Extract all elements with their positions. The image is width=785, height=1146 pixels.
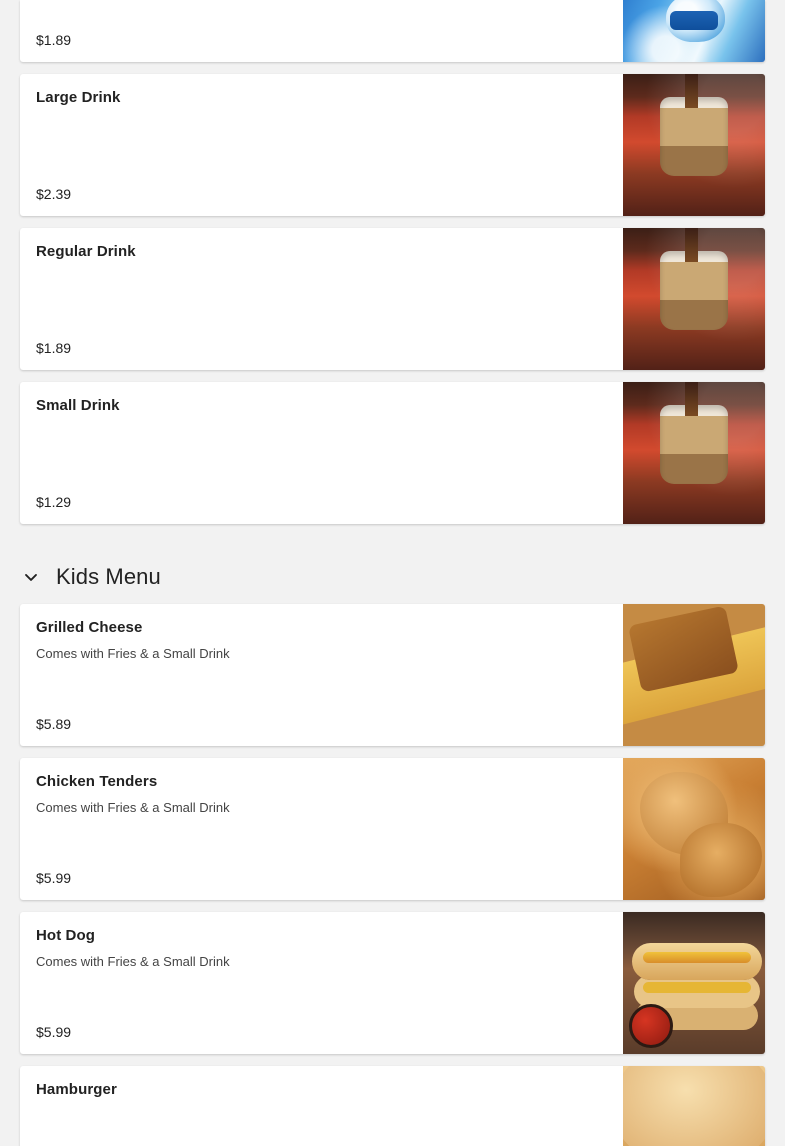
menu-item-details bbox=[20, 228, 623, 370]
ketchup-cup-icon bbox=[629, 1004, 673, 1048]
menu-item-image bbox=[623, 758, 765, 900]
menu-item-details bbox=[20, 758, 623, 900]
menu-item-image bbox=[623, 912, 765, 1054]
menu-item-card[interactable] bbox=[20, 228, 765, 370]
menu-item-name: Large Drink bbox=[36, 89, 121, 106]
menu-item-image bbox=[623, 74, 765, 216]
menu-item-details bbox=[20, 382, 623, 524]
menu-item-price: $1.89 bbox=[36, 340, 72, 356]
menu-item-image bbox=[623, 382, 765, 524]
menu-item-price: $5.99 bbox=[36, 1024, 72, 1040]
menu-item-image bbox=[623, 604, 765, 746]
menu-item-image bbox=[623, 228, 765, 370]
chevron-down-icon[interactable] bbox=[20, 566, 42, 588]
menu-item-description: Comes with Fries & a Small Drink bbox=[36, 646, 230, 661]
menu-item-price: $1.89 bbox=[36, 32, 72, 48]
menu-item-price: $5.89 bbox=[36, 716, 72, 732]
menu-item-details bbox=[20, 0, 623, 62]
menu-item-details bbox=[20, 604, 623, 746]
menu-item-card[interactable] bbox=[20, 604, 765, 746]
menu-item-details bbox=[20, 1066, 623, 1146]
menu-item-price: $1.29 bbox=[36, 494, 72, 510]
menu-item-card[interactable] bbox=[20, 0, 765, 62]
water-bottle-photo bbox=[623, 0, 765, 62]
menu-item-card[interactable] bbox=[20, 74, 765, 216]
menu-item-card[interactable] bbox=[20, 382, 765, 524]
soda-cup-photo bbox=[623, 74, 765, 216]
menu-item-card[interactable] bbox=[20, 758, 765, 900]
menu-item-image bbox=[623, 1066, 765, 1146]
section-header-kids-menu[interactable] bbox=[0, 546, 785, 604]
menu-item-name: Hamburger bbox=[36, 1081, 117, 1098]
menu-item-name: Chicken Tenders bbox=[36, 773, 158, 790]
menu-item-image bbox=[623, 0, 765, 62]
menu-item-details bbox=[20, 912, 623, 1054]
grilled-cheese-photo bbox=[623, 604, 765, 746]
menu-item-name: Hot Dog bbox=[36, 927, 96, 944]
menu-item-price: $5.99 bbox=[36, 870, 72, 886]
menu-item-description: Comes with Fries & a Small Drink bbox=[36, 800, 230, 815]
menu-item-card[interactable] bbox=[20, 1066, 765, 1146]
menu-item-name: Small Drink bbox=[36, 397, 120, 414]
section-title: Kids Menu bbox=[56, 564, 161, 589]
menu-item-card[interactable] bbox=[20, 912, 765, 1054]
menu-item-description: Comes with Fries & a Small Drink bbox=[36, 954, 230, 969]
menu-item-price: $2.39 bbox=[36, 186, 72, 202]
hamburger-photo bbox=[623, 1066, 765, 1146]
menu-item-details bbox=[20, 74, 623, 216]
soda-cup-photo bbox=[623, 382, 765, 524]
chicken-tenders-photo bbox=[623, 758, 765, 900]
soda-cup-photo bbox=[623, 228, 765, 370]
menu-item-name: Regular Drink bbox=[36, 243, 136, 260]
menu-item-name: Grilled Cheese bbox=[36, 619, 143, 636]
